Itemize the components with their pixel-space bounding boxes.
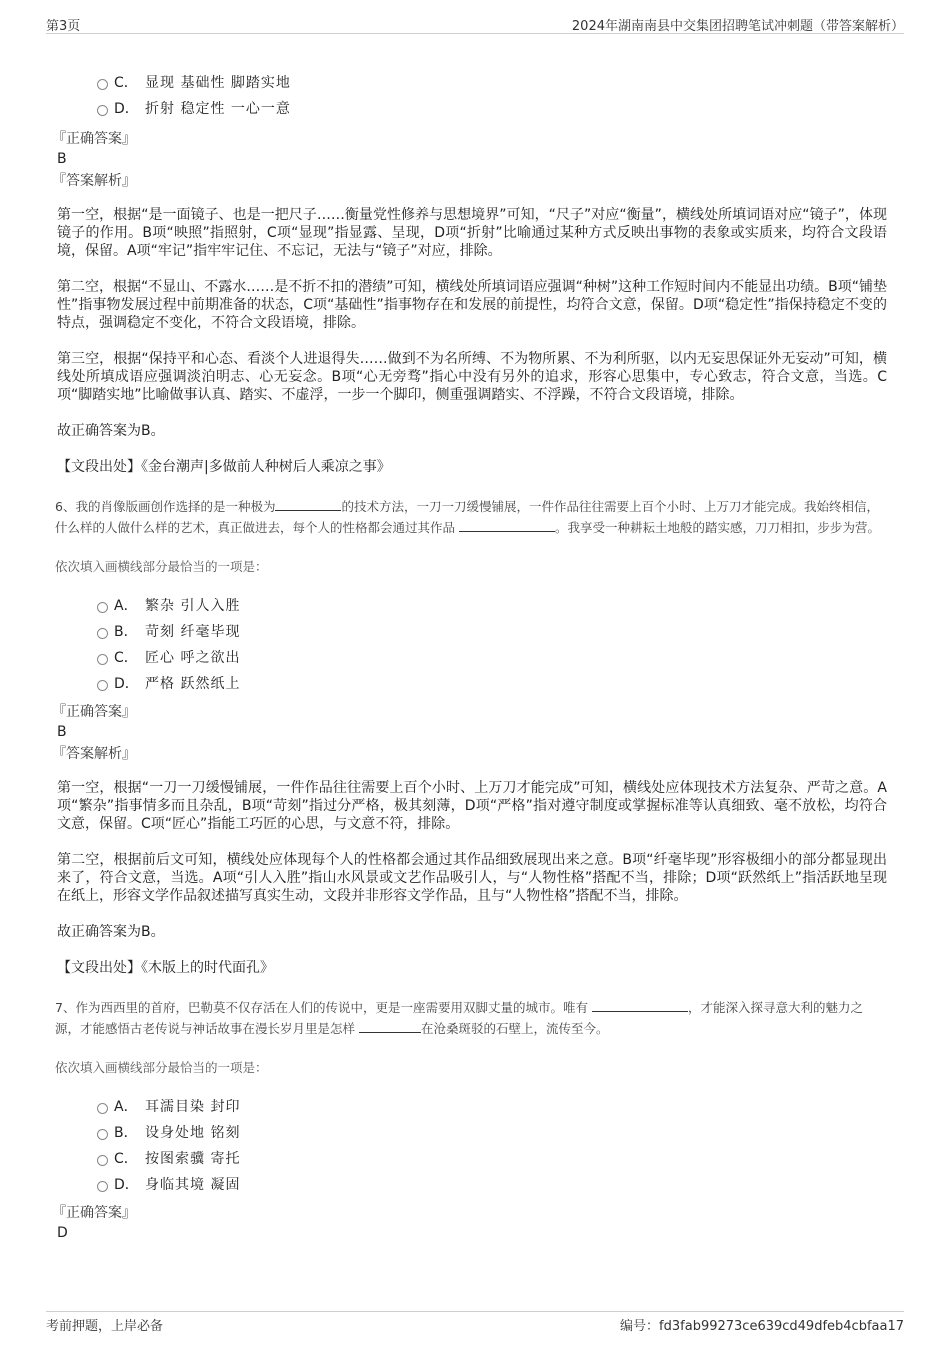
radio-icon[interactable] [97, 105, 108, 116]
radio-icon[interactable] [97, 1155, 108, 1166]
radio-icon[interactable] [97, 680, 108, 691]
option-d[interactable]: D． 严格 跃然纸上 [97, 671, 887, 697]
correct-answer: B [57, 724, 67, 740]
question-6: 6、我的肖像版画创作选择的是一种极为 的技术方法，一刀一刀缓慢铺展，一件作品往往需要上百个小时、上万刀才能完成。我始终相信，什么样的人做什么样的艺术，真正做进去，每个人的性格都会通过其作品 。我享受一种耕耘土地般的踏实感，刀刀相扣，步步为营。 [55, 496, 887, 538]
analysis-label: 『答案解析』 [52, 173, 136, 189]
radio-icon[interactable] [97, 1103, 108, 1114]
option-d[interactable]: D． 身临其境 凝固 [97, 1172, 887, 1198]
option-c[interactable]: C． 匠心 呼之欲出 [97, 645, 887, 671]
radio-icon[interactable] [97, 628, 108, 639]
analysis-paragraph: 第二空，根据“不显山、不露水……是不折不扣的潜绩”可知，横线处所填词语应强调“种树”这种工作短时间内不能显出功绩。B项“铺垫性”指事物发展过程中前期准备的状态，C项“基础性”指事物存在和发展的前提性，均符合文意，保留。D项“稳定性”指保持稳定不变的特点，强调稳定不变化，不符合文段语境，排除。 [57, 279, 887, 331]
q6-options [57, 593, 887, 697]
page-footer [46, 1311, 904, 1334]
option-c[interactable]: C． 显现 基础性 脚踏实地 [97, 70, 887, 96]
footer-slogan: 考前押题，上岸必备 [46, 1319, 164, 1334]
option-a[interactable]: A． 耳濡目染 封印 [97, 1094, 887, 1120]
option-c[interactable]: C． 按图索骥 寄托 [97, 1146, 887, 1172]
answer-blank [359, 1018, 421, 1033]
analysis-paragraph: 第一空，根据“一刀一刀缓慢铺展，一件作品往往需要上百个小时、上万刀才能完成”可知，横线处应体现技术方法复杂、严苛之意。A项“繁杂”指事情多而且杂乱，B项“苛刻”指过分严格，极其刻薄，D项“严格”指对遵守制度或掌握标准等认真细致、毫不放松，均符合文意，保留。C项“匠心”指能工巧匠的心思，与文意不符，排除。 [57, 780, 887, 832]
q5-options [57, 70, 887, 122]
document-body [52, 70, 887, 1244]
source-citation: 【文段出处】《金台潮声|多做前人种树后人乘凉之事》 [57, 459, 391, 475]
q7-options [57, 1094, 887, 1198]
correct-answer-label: 『正确答案』 [52, 704, 136, 720]
question-prompt: 依次填入画横线部分最恰当的一项是： [55, 1060, 268, 1075]
document-id: 编号：fd3fab99273ce639cd49dfeb4cbfaa17 [620, 1319, 904, 1334]
radio-icon[interactable] [97, 1181, 108, 1192]
option-b[interactable]: B． 苛刻 纤毫毕现 [97, 619, 887, 645]
answer-blank [459, 517, 555, 532]
answer-blank [592, 997, 688, 1012]
analysis-label: 『答案解析』 [52, 746, 136, 762]
document-title: 2024年湖南南县中交集团招聘笔试冲刺题（带答案解析） [571, 19, 904, 34]
analysis-paragraph: 第二空，根据前后文可知，横线处应体现每个人的性格都会通过其作品细致展现出来之意。B项“纤毫毕现”形容极细小的部分都显现出来了，符合文意，当选。A项“引人入胜”指山水风景或文艺作品吸引人，与“人物性格”搭配不当，排除；D项“跃然纸上”指活跃地呈现在纸上，形容文学作品叙述描写真实生动，文段并非形容文学作品，且与“人物性格”搭配不当，排除。 [57, 852, 887, 904]
radio-icon[interactable] [97, 79, 108, 90]
radio-icon[interactable] [97, 602, 108, 613]
option-d[interactable]: D． 折射 稳定性 一心一意 [97, 96, 887, 122]
radio-icon[interactable] [97, 1129, 108, 1140]
source-citation: 【文段出处】《木版上的时代面孔》 [57, 960, 274, 976]
option-b[interactable]: B． 设身处地 铭刻 [97, 1120, 887, 1146]
correct-answer-label: 『正确答案』 [52, 1205, 136, 1221]
page-number: 第3页 [46, 19, 81, 34]
analysis-paragraph: 第一空，根据“是一面镜子、也是一把尺子……衡量党性修养与思想境界”可知，“尺子”对应“衡量”，横线处所填词语对应“镜子”，体现镜子的作用。B项“映照”指照射，C项“显现”指显露、呈现，D项“折射”比喻通过某种方式反映出事物的表象或实质来，均符合文段语境，保留。A项“牢记”指牢牢记住、不忘记，无法与“镜子”对应，排除。 [57, 207, 887, 259]
radio-icon[interactable] [97, 654, 108, 665]
answer-conclusion: 故正确答案为B。 [57, 924, 165, 940]
question-prompt: 依次填入画横线部分最恰当的一项是： [55, 559, 268, 574]
correct-answer: D [57, 1225, 68, 1241]
answer-conclusion: 故正确答案为B。 [57, 423, 165, 439]
option-a[interactable]: A． 繁杂 引人入胜 [97, 593, 887, 619]
analysis-paragraph: 第三空，根据“保持平和心态、看淡个人进退得失……做到不为名所缚、不为物所累、不为利所驱，以内无妄思保证外无妄动”可知，横线处所填成语应强调淡泊明志、心无妄念。B项“心无旁骛”指心中没有另外的追求，形容心思集中，专心致志，符合文意，当选。C项“脚踏实地”比喻做事认真、踏实、不虚浮，一步一个脚印，侧重强调踏实、不浮躁，不符合文段语境，排除。 [57, 351, 887, 403]
correct-answer: B [57, 151, 67, 167]
page-header [46, 13, 904, 34]
correct-answer-label: 『正确答案』 [52, 131, 136, 147]
question-7: 7、作为西西里的首府，巴勒莫不仅存活在人们的传说中，更是一座需要用双脚丈量的城市。唯有 ，才能深入探寻意大利的魅力之源，才能感悟古老传说与神话故事在漫长岁月里是怎样 在沧桑斑驳的石壁上，流传至今。 [55, 997, 887, 1039]
answer-blank [275, 496, 341, 511]
